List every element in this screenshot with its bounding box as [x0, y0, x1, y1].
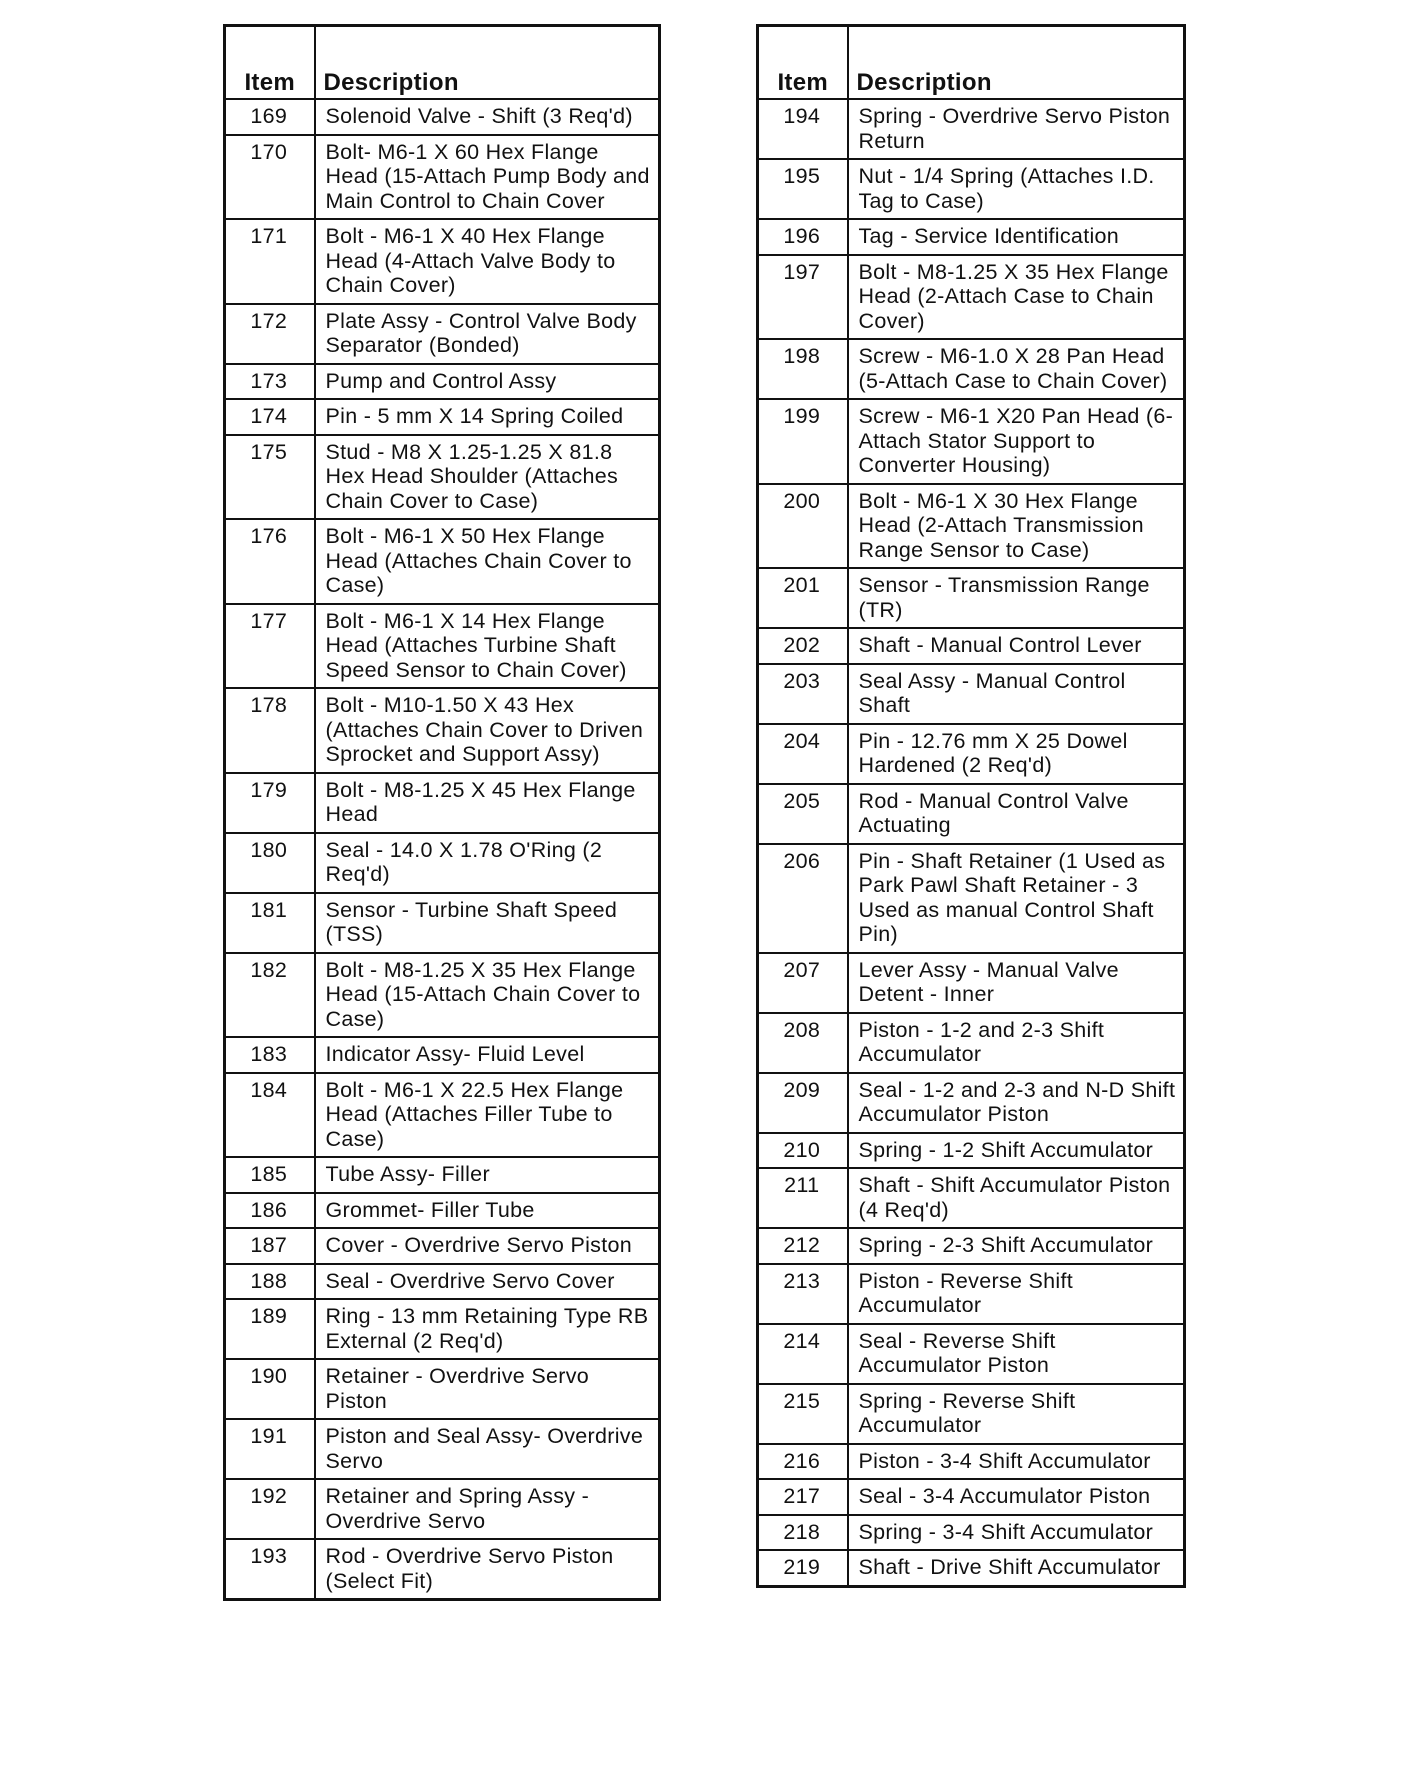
item-description: Nut - 1/4 Spring (Attaches I.D. Tag to Case)	[848, 159, 1185, 219]
item-description: Piston and Seal Assy- Overdrive Servo	[315, 1419, 660, 1479]
table-row	[225, 893, 660, 953]
item-description: Stud - M8 X 1.25-1.25 X 81.8 Hex Head Shoulder (Attaches Chain Cover to Case)	[315, 435, 660, 520]
header-description: Description	[848, 26, 1185, 100]
table-row	[225, 99, 660, 135]
item-number: 198	[758, 339, 848, 399]
table-row	[225, 1479, 660, 1539]
item-description: Spring - 2-3 Shift Accumulator	[848, 1228, 1185, 1264]
item-description: Bolt - M10-1.50 X 43 Hex (Attaches Chain Cover to Driven Sprocket and Support Assy)	[315, 688, 660, 773]
item-description: Piston - 1-2 and 2-3 Shift Accumulator	[848, 1013, 1185, 1073]
item-description: Spring - Reverse Shift Accumulator	[848, 1384, 1185, 1444]
item-description: Sensor - Turbine Shaft Speed (TSS)	[315, 893, 660, 953]
item-description: Shaft - Manual Control Lever	[848, 628, 1185, 664]
item-description: Bolt - M8-1.25 X 35 Hex Flange Head (15-Attach Chain Cover to Case)	[315, 953, 660, 1038]
item-description: Bolt - M6-1 X 22.5 Hex Flange Head (Attaches Filler Tube to Case)	[315, 1073, 660, 1158]
header-row	[758, 26, 1185, 100]
header-item: Item	[758, 26, 848, 100]
item-description: Bolt- M6-1 X 60 Hex Flange Head (15-Attach Pump Body and Main Control to Chain Cover	[315, 135, 660, 220]
table-row	[758, 1515, 1185, 1551]
item-description: Retainer - Overdrive Servo Piston	[315, 1359, 660, 1419]
table-row	[758, 1444, 1185, 1480]
table-row	[758, 628, 1185, 664]
item-description: Shaft - Drive Shift Accumulator	[848, 1550, 1185, 1586]
item-number: 187	[225, 1228, 315, 1264]
table-row	[758, 1550, 1185, 1586]
table-row	[758, 1228, 1185, 1264]
item-description: Rod - Manual Control Valve Actuating	[848, 784, 1185, 844]
item-number: 199	[758, 399, 848, 484]
item-number: 218	[758, 1515, 848, 1551]
item-description: Retainer and Spring Assy - Overdrive Servo	[315, 1479, 660, 1539]
parts-table-left	[223, 24, 661, 1601]
item-number: 212	[758, 1228, 848, 1264]
item-description: Shaft - Shift Accumulator Piston (4 Req'd)	[848, 1168, 1185, 1228]
item-description: Seal - Overdrive Servo Cover	[315, 1264, 660, 1300]
item-number: 219	[758, 1550, 848, 1586]
item-number: 204	[758, 724, 848, 784]
table-row	[225, 1264, 660, 1300]
item-description: Rod - Overdrive Servo Piston (Select Fit)	[315, 1539, 660, 1600]
item-number: 171	[225, 219, 315, 304]
table-row	[758, 484, 1185, 569]
item-number: 184	[225, 1073, 315, 1158]
item-description: Indicator Assy- Fluid Level	[315, 1037, 660, 1073]
header-description: Description	[315, 26, 660, 100]
item-number: 200	[758, 484, 848, 569]
table-row	[758, 219, 1185, 255]
item-description: Seal - Reverse Shift Accumulator Piston	[848, 1324, 1185, 1384]
table-row	[225, 435, 660, 520]
item-number: 178	[225, 688, 315, 773]
item-number: 206	[758, 844, 848, 953]
table-row	[758, 568, 1185, 628]
item-description: Tube Assy- Filler	[315, 1157, 660, 1193]
table-row	[225, 399, 660, 435]
item-number: 195	[758, 159, 848, 219]
item-description: Pin - 5 mm X 14 Spring Coiled	[315, 399, 660, 435]
item-number: 188	[225, 1264, 315, 1300]
table-row	[225, 135, 660, 220]
item-description: Bolt - M6-1 X 50 Hex Flange Head (Attaches Chain Cover to Case)	[315, 519, 660, 604]
item-description: Solenoid Valve - Shift (3 Req'd)	[315, 99, 660, 135]
item-number: 189	[225, 1299, 315, 1359]
table-row	[758, 1324, 1185, 1384]
item-number: 217	[758, 1479, 848, 1515]
item-description: Bolt - M6-1 X 30 Hex Flange Head (2-Attach Transmission Range Sensor to Case)	[848, 484, 1185, 569]
table-row	[758, 1133, 1185, 1169]
item-description: Screw - M6-1.0 X 28 Pan Head (5-Attach Case to Chain Cover)	[848, 339, 1185, 399]
parts-table-left-body	[225, 99, 660, 1600]
item-number: 208	[758, 1013, 848, 1073]
header-row	[225, 26, 660, 100]
item-number: 185	[225, 1157, 315, 1193]
item-description: Bolt - M6-1 X 40 Hex Flange Head (4-Attach Valve Body to Chain Cover)	[315, 219, 660, 304]
item-number: 214	[758, 1324, 848, 1384]
table-row	[225, 519, 660, 604]
table-row	[225, 833, 660, 893]
item-number: 192	[225, 1479, 315, 1539]
table-row	[225, 688, 660, 773]
table-row	[758, 724, 1185, 784]
item-description: Piston - 3-4 Shift Accumulator	[848, 1444, 1185, 1480]
table-row	[225, 953, 660, 1038]
item-description: Ring - 13 mm Retaining Type RB External (2 Req'd)	[315, 1299, 660, 1359]
table-row	[225, 1299, 660, 1359]
table-row	[758, 1479, 1185, 1515]
table-row	[758, 399, 1185, 484]
table-row	[225, 219, 660, 304]
table-row	[758, 1073, 1185, 1133]
item-number: 181	[225, 893, 315, 953]
item-description: Grommet- Filler Tube	[315, 1193, 660, 1229]
item-description: Piston - Reverse Shift Accumulator	[848, 1264, 1185, 1324]
item-number: 174	[225, 399, 315, 435]
item-description: Seal Assy - Manual Control Shaft	[848, 664, 1185, 724]
item-description: Bolt - M8-1.25 X 45 Hex Flange Head	[315, 773, 660, 833]
item-number: 179	[225, 773, 315, 833]
item-description: Spring - 1-2 Shift Accumulator	[848, 1133, 1185, 1169]
item-number: 176	[225, 519, 315, 604]
item-number: 194	[758, 99, 848, 159]
item-number: 202	[758, 628, 848, 664]
item-number: 205	[758, 784, 848, 844]
item-description: Bolt - M8-1.25 X 35 Hex Flange Head (2-Attach Case to Chain Cover)	[848, 255, 1185, 340]
item-number: 197	[758, 255, 848, 340]
item-number: 211	[758, 1168, 848, 1228]
item-description: Tag - Service Identification	[848, 219, 1185, 255]
item-description: Sensor - Transmission Range (TR)	[848, 568, 1185, 628]
item-number: 216	[758, 1444, 848, 1480]
item-description: Spring - Overdrive Servo Piston Return	[848, 99, 1185, 159]
table-row	[225, 1037, 660, 1073]
item-number: 182	[225, 953, 315, 1038]
item-number: 186	[225, 1193, 315, 1229]
item-number: 173	[225, 364, 315, 400]
table-row	[225, 604, 660, 689]
table-row	[225, 1419, 660, 1479]
item-description: Lever Assy - Manual Valve Detent - Inner	[848, 953, 1185, 1013]
table-row	[758, 99, 1185, 159]
table-row	[758, 1384, 1185, 1444]
table-row	[758, 784, 1185, 844]
item-description: Pin - Shaft Retainer (1 Used as Park Pawl Shaft Retainer - 3 Used as manual Control Shaft Pin)	[848, 844, 1185, 953]
item-number: 190	[225, 1359, 315, 1419]
table-row	[758, 953, 1185, 1013]
item-number: 180	[225, 833, 315, 893]
item-number: 193	[225, 1539, 315, 1600]
item-number: 175	[225, 435, 315, 520]
item-number: 215	[758, 1384, 848, 1444]
table-row	[225, 364, 660, 400]
item-number: 196	[758, 219, 848, 255]
item-description: Seal - 3-4 Accumulator Piston	[848, 1479, 1185, 1515]
item-number: 170	[225, 135, 315, 220]
item-description: Plate Assy - Control Valve Body Separator (Bonded)	[315, 304, 660, 364]
parts-table-right	[756, 24, 1186, 1588]
table-row	[758, 844, 1185, 953]
item-number: 203	[758, 664, 848, 724]
parts-table-right-body	[758, 99, 1185, 1586]
item-description: Spring - 3-4 Shift Accumulator	[848, 1515, 1185, 1551]
table-row	[758, 1013, 1185, 1073]
item-description: Screw - M6-1 X20 Pan Head (6-Attach Stator Support to Converter Housing)	[848, 399, 1185, 484]
item-number: 201	[758, 568, 848, 628]
table-row	[225, 1157, 660, 1193]
item-number: 183	[225, 1037, 315, 1073]
table-row	[225, 1228, 660, 1264]
item-number: 172	[225, 304, 315, 364]
header-item: Item	[225, 26, 315, 100]
item-number: 209	[758, 1073, 848, 1133]
table-row	[225, 304, 660, 364]
table-row	[225, 1539, 660, 1600]
item-number: 207	[758, 953, 848, 1013]
item-description: Seal - 14.0 X 1.78 O'Ring (2 Req'd)	[315, 833, 660, 893]
table-row	[225, 1359, 660, 1419]
item-description: Bolt - M6-1 X 14 Hex Flange Head (Attaches Turbine Shaft Speed Sensor to Chain Cover)	[315, 604, 660, 689]
table-row	[758, 255, 1185, 340]
table-row	[758, 1264, 1185, 1324]
table-row	[225, 1193, 660, 1229]
table-row	[758, 159, 1185, 219]
item-number: 169	[225, 99, 315, 135]
item-number: 213	[758, 1264, 848, 1324]
item-description: Cover - Overdrive Servo Piston	[315, 1228, 660, 1264]
item-description: Pump and Control Assy	[315, 364, 660, 400]
table-row	[225, 1073, 660, 1158]
item-number: 210	[758, 1133, 848, 1169]
item-number: 191	[225, 1419, 315, 1479]
table-row	[758, 339, 1185, 399]
table-row	[225, 773, 660, 833]
item-description: Pin - 12.76 mm X 25 Dowel Hardened (2 Req'd)	[848, 724, 1185, 784]
item-description: Seal - 1-2 and 2-3 and N-D Shift Accumulator Piston	[848, 1073, 1185, 1133]
table-row	[758, 664, 1185, 724]
item-number: 177	[225, 604, 315, 689]
table-row	[758, 1168, 1185, 1228]
